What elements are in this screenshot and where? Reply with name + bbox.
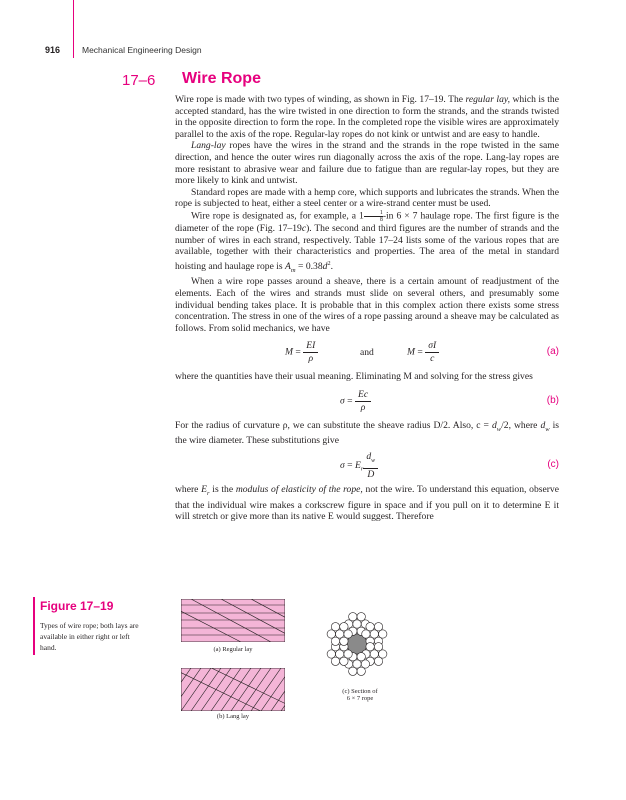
equation-c: $\sigma = E_r$ $\frac{d_w}{D}$ (c)	[340, 451, 559, 480]
figure-label-c-line1: (c) Section of	[342, 688, 378, 695]
strand-wire	[366, 643, 374, 651]
strand-wire	[327, 650, 335, 658]
strand-wire	[331, 623, 339, 631]
strand-wire	[362, 630, 370, 638]
strand-wire	[379, 650, 387, 658]
strand-center-wire	[335, 630, 343, 638]
strand-wire	[366, 623, 374, 631]
rope-section-illustration	[322, 608, 392, 680]
figure-label-a: (a) Regular lay	[213, 646, 253, 653]
strand-wire	[379, 630, 387, 638]
strand-wire	[349, 613, 357, 621]
strand-wire	[344, 650, 352, 658]
paragraph: When a wire rope passes around a sheave, there is a certain amount of readjustment of the elements. Each of the wires and strands must slide on several others, and presumably some individual bending takes place. It is probable that in this complex action there exists some stress concentration. The stress in one of the wires of a rope passing around a sheave may be calculated as follows. From solid mechanics, we have	[175, 276, 559, 334]
header-rule	[73, 0, 74, 58]
strand-wire	[361, 660, 369, 668]
figure-label-c-line2: 6 × 7 rope	[346, 695, 374, 702]
strand-wire	[374, 623, 382, 631]
figure-caption: Types of wire rope; both lays are available in either right or left hand.	[40, 621, 139, 652]
equation-label: (c)	[547, 459, 559, 471]
strand-center-wire	[335, 650, 343, 658]
strand-wire	[357, 613, 365, 621]
paragraph: Wire rope is designated as, for example, a 1 $\frac{1}{8}$ -in 6 × 7 haulage rope. The first figure is the diameter of the rope (Fig. 17–19c). The second and third figures are the number of strands and the number of wires in each strand, respectively. Table 17–24 lists some of the various ropes that are available, together with their characteristics and properties. The area of the metal in standard hoisting and haulage rope is $A_m = 0.38d^2$.	[175, 209, 560, 274]
strand-wire	[357, 653, 365, 661]
paragraph: Wire rope is made with two types of winding, as shown in Fig. 17–19. The regular lay, which is the accepted standard, has the wire twisted in one direction to form the strands, and the strands twisted in the opposite direction to form the rope. In the completed rope the visible wires are approximately parallel to the axis of the rope. Regular-lay ropes do not kink or untwist and are easy to handle.	[175, 94, 559, 140]
strand-wire	[357, 667, 365, 675]
equation-a: M = $\frac{EI}{\rho}$ and M = $\frac{\sigma I}{c}$ (a)	[285, 340, 559, 364]
section-number: 17–6	[122, 72, 156, 89]
strand-wire	[344, 630, 352, 638]
paragraph: where $E_r$ is the modulus of elasticity of the rope, not the wire. To understand this equation, observe that the individual wire makes a corkscrew figure in space and if you pull on it to determine E it will stretch or give more than its native E would suggest. Therefore	[175, 484, 559, 523]
strand-wire	[340, 623, 348, 631]
paragraph: For the radius of curvature ρ, we can substitute the sheave radius D/2. Also, $c = d_w/2$, where $d_w$ is the wire diameter. These substitutions give	[175, 419, 559, 447]
strand-center-wire	[353, 620, 361, 628]
paragraph: Lang-lay ropes have the wires in the strand and the strands in the rope twisted in the same direction, and hence the outer wires run diagonally across the axis of the rope. Lang-lay ropes are more resistant to abrasive wear and failure due to fatigue than are regular-lay ropes, but they are more likely to kink and untwist.	[175, 140, 559, 187]
figure-label-b: (b) Lang lay	[216, 713, 250, 720]
strand-wire	[349, 667, 357, 675]
strand-wire	[374, 657, 382, 665]
strand-wire	[340, 657, 348, 665]
lang-lay-illustration	[181, 668, 285, 711]
regular-lay-illustration	[181, 599, 285, 642]
strand-center-wire	[353, 660, 361, 668]
equation-b: σ = $\frac{Ec}{\rho}$ (b)	[340, 388, 559, 413]
strand-wire	[374, 643, 382, 651]
paragraph: where the quantities have their usual meaning. Eliminating M and solving for the stress gives	[175, 371, 533, 383]
section-title: Wire Rope	[182, 70, 261, 87]
strand-center-wire	[370, 630, 378, 638]
body-text	[175, 94, 559, 523]
running-head: Mechanical Engineering Design	[82, 45, 202, 55]
equation-label: (a)	[546, 346, 559, 358]
strand-wire	[327, 630, 335, 638]
page-number: 916	[45, 45, 61, 55]
strand-wire	[331, 637, 339, 645]
equation-label: (b)	[546, 394, 559, 406]
figure-title: Figure 17–19	[40, 599, 114, 613]
paragraph: Standard ropes are made with a hemp core, which supports and lubricates the strands. When the rope is subjected to heat, either a steel center or a wire-strand center must be used.	[175, 186, 559, 210]
figure-label-c	[330, 688, 390, 702]
figure-rule	[33, 597, 35, 655]
strand-wire	[340, 637, 348, 645]
strand-wire	[331, 657, 339, 665]
strand-center-wire	[370, 650, 378, 658]
